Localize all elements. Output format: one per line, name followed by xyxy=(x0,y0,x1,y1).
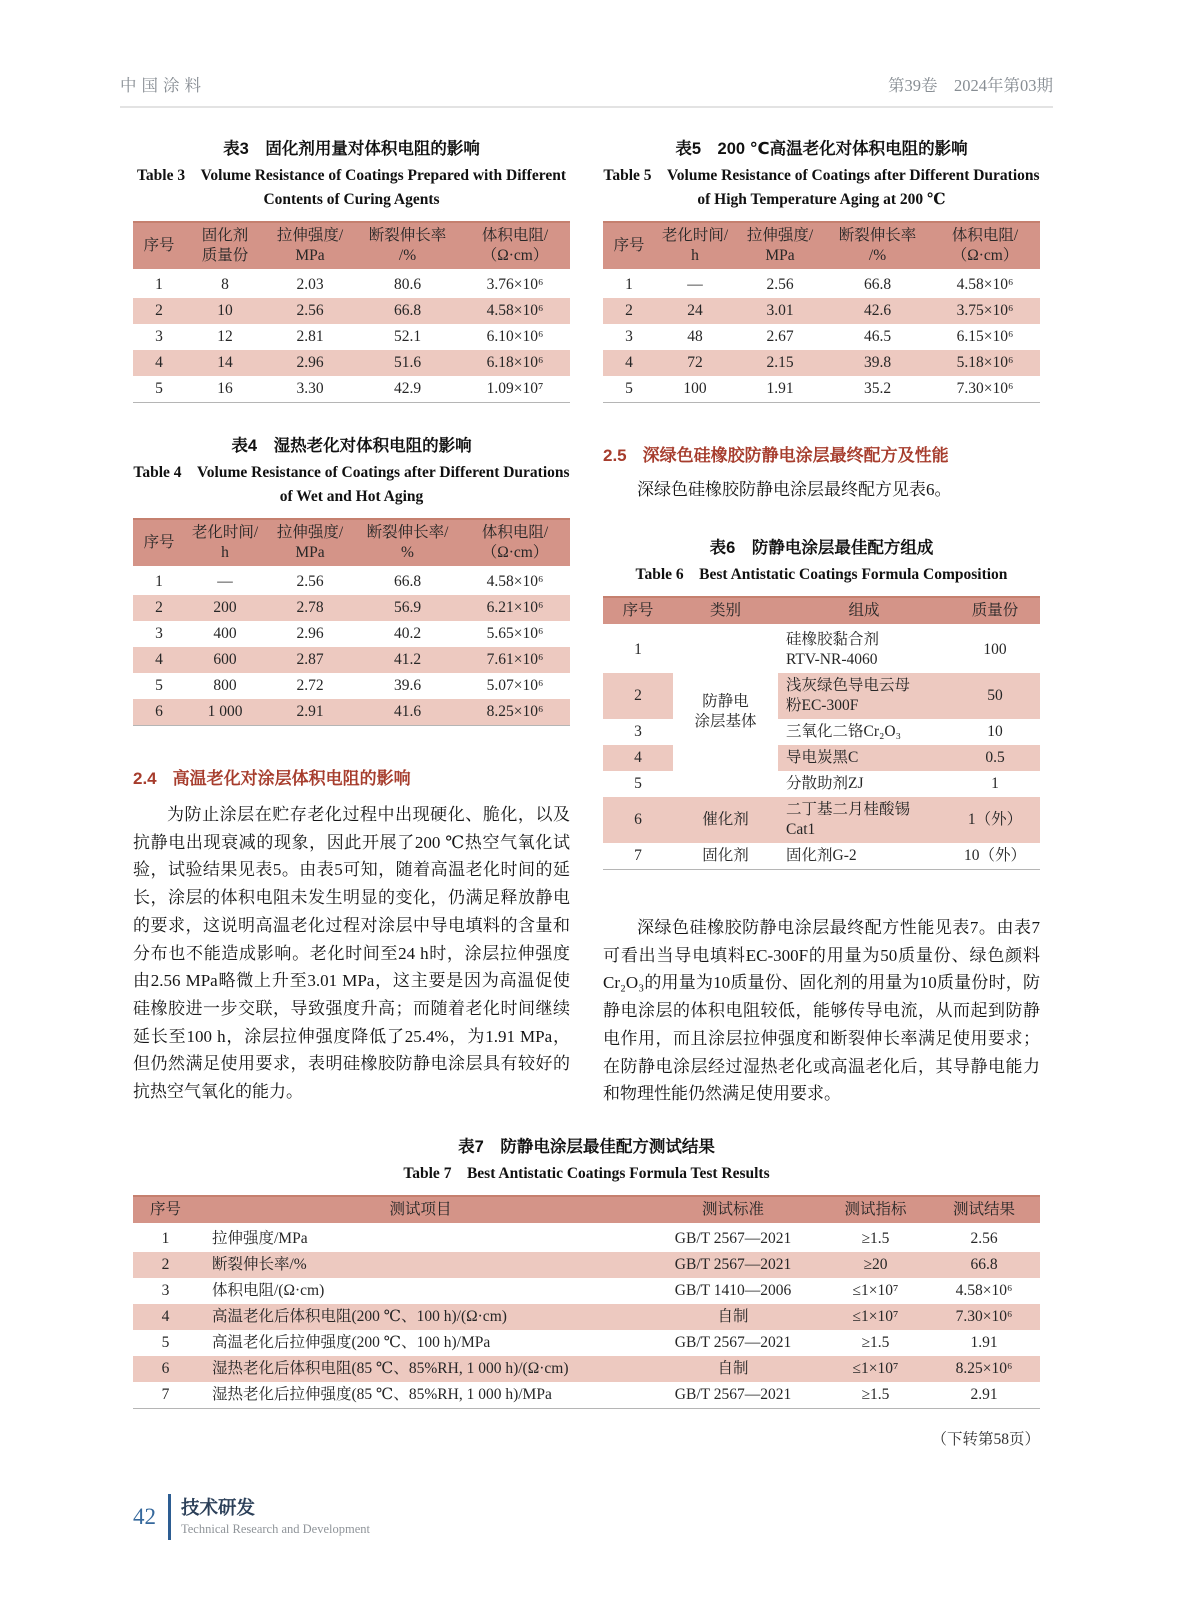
footer-section-en: Technical Research and Development xyxy=(181,1522,370,1536)
right-column xyxy=(603,136,1040,1108)
table-cell: 5 xyxy=(155,677,163,694)
table7-caption-en: Table 7 Best Antistatic Coatings Formula Test Results xyxy=(403,1164,770,1182)
table-cell: 防静电 涂层基体 xyxy=(694,693,757,730)
table-cell: 1 xyxy=(625,276,633,293)
table-cell: 4 xyxy=(603,350,655,376)
table-cell: 4.58×10⁶ xyxy=(486,573,544,590)
journal-title: 中国涂料 xyxy=(120,76,206,95)
table-cell: 5 xyxy=(625,380,633,397)
table-cell: 5 xyxy=(634,775,642,792)
table-cell: 2.91 xyxy=(265,699,355,726)
column-header: 体积电阻/ （Ω·cm） xyxy=(460,222,570,271)
table-row xyxy=(133,271,570,299)
table-cell: 2.56 xyxy=(296,573,324,590)
table6-block xyxy=(603,535,1040,870)
section-title: 深绿色硅橡胶防静电涂层最终配方及性能 xyxy=(642,446,949,465)
column-header: 拉伸强度/ MPa xyxy=(265,519,355,568)
table-cell: GB/T 2567—2021 xyxy=(643,1252,823,1278)
table-cell: 3 xyxy=(634,723,642,740)
table6-caption-en: Table 6 Best Antistatic Coatings Formula Composition xyxy=(635,566,1008,583)
table-row xyxy=(603,376,1040,403)
table-cell: 66.8 xyxy=(928,1252,1040,1278)
column-header: 拉伸强度/ MPa xyxy=(265,222,355,271)
table-cell: 4.58×10⁶ xyxy=(955,1281,1013,1299)
table-cell: 2 xyxy=(133,298,185,324)
table-cell: GB/T 2567—2021 xyxy=(674,1385,792,1403)
table-cell: 浅灰绿色导电云母 粉EC-300F xyxy=(778,673,950,719)
table-cell: 拉伸强度/MPa xyxy=(212,1229,308,1247)
table-cell: 66.8 xyxy=(863,276,892,293)
table-cell: 3.01 xyxy=(735,298,825,324)
header-row xyxy=(133,519,570,568)
table-cell: 8 xyxy=(221,276,229,293)
table-row xyxy=(133,350,570,376)
table-row xyxy=(133,673,570,699)
table-cell: 2.03 xyxy=(296,276,324,293)
page-header xyxy=(120,72,1053,108)
table-cell: 6.18×10⁶ xyxy=(460,350,570,376)
table-cell: 14 xyxy=(185,350,265,376)
table-cell: 2 xyxy=(133,595,185,621)
table-row xyxy=(603,719,1040,745)
table5-block xyxy=(603,136,1040,403)
column-header: 断裂伸长率 /% xyxy=(355,222,460,271)
table-cell: 3 xyxy=(625,328,633,345)
table7-block xyxy=(133,1134,1040,1409)
table-cell: ≥1.5 xyxy=(861,1333,890,1351)
footer-section-cn: 技术研发 xyxy=(181,1497,256,1518)
column-header: 质量份 xyxy=(950,597,1040,626)
table4-block xyxy=(133,433,570,726)
column-header: 固化剂 质量份 xyxy=(185,222,265,271)
column-header: 测试指标 xyxy=(823,1196,928,1225)
table-cell: 1.91 xyxy=(970,1333,998,1351)
table-cell: 6.21×10⁶ xyxy=(460,595,570,621)
table-row xyxy=(133,1330,1040,1356)
table-row xyxy=(133,699,570,726)
table-row xyxy=(603,298,1040,324)
section-2-5-paragraph: 深绿色硅橡胶防静电涂层最终配方性能见表7。由表7可看出当导电填料EC-300F的用量为50质量份、绿色颜料Cr₂O₃的用量为10质量份、固化剂的用量为10质量份时，防静电涂层的体积电阻较低，能够传导电流，从而起到防静电作用，而且涂层拉伸强度和断裂伸长率满足使用要求；在防静电涂层经过湿热老化或高温老化后，其导静电能力和物理性能仍然满足使用要求。 xyxy=(603,918,1040,1104)
page-footer xyxy=(133,1494,370,1540)
table-cell: 2.67 xyxy=(766,328,794,345)
table-cell: 1 xyxy=(155,573,163,590)
table-cell: 4 xyxy=(133,647,185,673)
table-cell: 41.2 xyxy=(355,647,460,673)
table-cell: 16 xyxy=(217,380,233,397)
table7-caption-cn: 表7 防静电涂层最佳配方测试结果 xyxy=(458,1137,715,1156)
column-header: 测试标准 xyxy=(643,1196,823,1225)
section-2-5-heading xyxy=(603,443,1040,469)
table-cell: 10 xyxy=(185,298,265,324)
table-cell: 1（外） xyxy=(950,797,1040,843)
table-cell: ≤1×10⁷ xyxy=(823,1356,928,1382)
column-header: 断裂伸长率/ % xyxy=(355,519,460,568)
table-cell: 200 xyxy=(185,595,265,621)
table-cell: 2.15 xyxy=(735,350,825,376)
page-number: 42 xyxy=(133,1504,156,1529)
table-cell: 7 xyxy=(161,1385,170,1403)
section-number: 2.5 xyxy=(603,446,627,465)
table-cell: 断裂伸长率/% xyxy=(198,1252,643,1278)
table-cell: 46.5 xyxy=(863,328,892,345)
table-cell: 100 xyxy=(683,380,707,397)
table-cell: 5 xyxy=(161,1333,170,1351)
table-4 xyxy=(133,518,570,726)
table-cell: 8.25×10⁶ xyxy=(460,699,570,726)
table-row xyxy=(133,324,570,350)
table6-caption-cn: 表6 防静电涂层最佳配方组成 xyxy=(709,539,934,557)
table-cell: 1 xyxy=(634,641,642,658)
table-cell: 41.6 xyxy=(355,699,460,726)
table-cell: 6.15×10⁶ xyxy=(956,328,1014,345)
table-cell: 56.9 xyxy=(355,595,460,621)
table-cell: 24 xyxy=(655,298,735,324)
table-row xyxy=(603,673,1040,719)
table-cell: 600 xyxy=(185,647,265,673)
table-cell: 5.65×10⁶ xyxy=(486,625,544,642)
table-cell: 2.56 xyxy=(766,276,794,293)
table-cell: 2.56 xyxy=(970,1229,998,1247)
table-cell: 1 xyxy=(155,276,163,293)
column-header: 序号 xyxy=(133,519,185,568)
table-cell: 50 xyxy=(950,673,1040,719)
footer-divider-bar xyxy=(168,1494,171,1540)
table-cell: 2 xyxy=(603,298,655,324)
table-row xyxy=(133,621,570,647)
table-cell: 42.6 xyxy=(825,298,930,324)
table-cell: 51.6 xyxy=(355,350,460,376)
table-cell: 40.2 xyxy=(393,625,422,642)
table-cell: 400 xyxy=(213,625,237,642)
column-header: 类别 xyxy=(673,597,778,626)
table-cell: GB/T 2567—2021 xyxy=(674,1333,792,1351)
table-row xyxy=(603,626,1040,674)
table-cell: — xyxy=(687,276,703,293)
left-column xyxy=(133,136,570,1108)
table-row xyxy=(133,595,570,621)
table-row xyxy=(133,1252,1040,1278)
table-cell: 分散助剂ZJ xyxy=(786,775,864,792)
column-header: 序号 xyxy=(133,1196,198,1225)
table-cell: 800 xyxy=(213,677,237,694)
table-cell: 66.8 xyxy=(355,298,460,324)
issue-info: 第39卷 2024年第03期 xyxy=(888,76,1053,95)
table-cell: 高温老化后体积电阻(200 ℃、100 h)/(Ω·cm) xyxy=(198,1304,643,1330)
column-header: 断裂伸长率 /% xyxy=(825,222,930,271)
table-cell: 8.25×10⁶ xyxy=(928,1356,1040,1382)
table-cell: 体积电阻/(Ω·cm) xyxy=(212,1281,325,1299)
table-cell: 催化剂 xyxy=(673,797,778,843)
table-row xyxy=(133,298,570,324)
table3-caption-cn: 表3 固化剂用量对体积电阻的影响 xyxy=(223,140,480,158)
footer-section xyxy=(181,1497,370,1537)
table-cell: 2.91 xyxy=(970,1385,998,1403)
table-cell: 1.09×10⁷ xyxy=(486,380,544,397)
table-3 xyxy=(133,221,570,403)
table-row xyxy=(603,271,1040,299)
table-cell: 4 xyxy=(133,1304,198,1330)
column-header: 体积电阻/ （Ω·cm） xyxy=(460,519,570,568)
table-cell: 6.10×10⁶ xyxy=(486,328,544,345)
table-row xyxy=(603,771,1040,797)
table-cell: 7.61×10⁶ xyxy=(460,647,570,673)
table-cell: 1 000 xyxy=(185,699,265,726)
table-cell: 固化剂G-2 xyxy=(786,847,857,864)
two-column-layout xyxy=(133,136,1040,1108)
table-cell: 35.2 xyxy=(863,380,892,397)
table-cell: 2.72 xyxy=(296,677,324,694)
table-cell: GB/T 2567—2021 xyxy=(674,1229,792,1247)
column-header: 序号 xyxy=(133,222,185,271)
table-row xyxy=(133,647,570,673)
table-cell: 1.91 xyxy=(766,380,794,397)
column-header: 组成 xyxy=(778,597,950,626)
table-row xyxy=(133,568,570,596)
table4-caption-en: Table 4 Volume Resistance of Coatings after Different Durations of Wet and Hot Aging xyxy=(133,464,570,505)
section-2-4-heading xyxy=(133,766,570,792)
table-cell: 6 xyxy=(133,1356,198,1382)
table-cell: 3 xyxy=(161,1281,170,1299)
table-cell: 2 xyxy=(603,673,673,719)
table-cell: GB/T 1410—2006 xyxy=(674,1281,792,1299)
table-cell: 66.8 xyxy=(393,573,422,590)
table-cell: 42.9 xyxy=(393,380,422,397)
table-cell: 2 xyxy=(133,1252,198,1278)
column-header: 测试结果 xyxy=(928,1196,1040,1225)
table-cell: 2.56 xyxy=(265,298,355,324)
column-header: 体积电阻/ （Ω·cm） xyxy=(930,222,1040,271)
table-row xyxy=(133,1278,1040,1304)
section-number: 2.4 xyxy=(133,769,157,788)
table-cell: 3 xyxy=(155,625,163,642)
table-row xyxy=(603,324,1040,350)
table-cell: 7.30×10⁶ xyxy=(928,1304,1040,1330)
table-row xyxy=(603,797,1040,843)
column-header: 拉伸强度/ MPa xyxy=(735,222,825,271)
table-cell: 3.76×10⁶ xyxy=(486,276,544,293)
table-cell: 3.30 xyxy=(296,380,324,397)
table-cell: 湿热老化后拉伸强度(85 ℃、85%RH, 1 000 h)/MPa xyxy=(212,1385,552,1403)
table-cell: 4 xyxy=(133,350,185,376)
table-cell: 自制 xyxy=(643,1356,823,1382)
table-row xyxy=(133,1304,1040,1330)
table-5 xyxy=(603,221,1040,403)
table-cell: 固化剂 xyxy=(702,847,749,864)
table-cell: 7 xyxy=(634,847,642,864)
table-cell: 3 xyxy=(155,328,163,345)
table-cell: 3.75×10⁶ xyxy=(930,298,1040,324)
table-cell: 2.96 xyxy=(265,350,355,376)
section-2-5-intro: 深绿色硅橡胶防静电涂层最终配方见表6。 xyxy=(637,480,952,499)
header-row xyxy=(603,597,1040,626)
table-cell: 6 xyxy=(133,699,185,726)
table-row xyxy=(133,1224,1040,1252)
table-cell: 6 xyxy=(603,797,673,843)
table-cell: 4.58×10⁶ xyxy=(460,298,570,324)
table-cell: ≥1.5 xyxy=(861,1385,890,1403)
continuation-note: （下转第58页） xyxy=(931,1430,1040,1448)
table-cell: ≤1×10⁷ xyxy=(823,1304,928,1330)
table-cell: 80.6 xyxy=(393,276,422,293)
table-cell: 72 xyxy=(655,350,735,376)
section-title: 高温老化对涂层体积电阻的影响 xyxy=(172,769,411,788)
table-7 xyxy=(133,1195,1040,1409)
table-cell: 1 xyxy=(991,775,999,792)
table-cell: 5.18×10⁶ xyxy=(930,350,1040,376)
table-row xyxy=(603,350,1040,376)
column-header: 序号 xyxy=(603,597,673,626)
table-cell: 39.6 xyxy=(393,677,422,694)
table5-caption-cn: 表5 200 ℃高温老化对体积电阻的影响 xyxy=(675,140,968,158)
table3-block xyxy=(133,136,570,403)
table-cell: 0.5 xyxy=(950,745,1040,771)
table-cell: 2.81 xyxy=(296,328,324,345)
table-cell: 导电炭黑C xyxy=(778,745,950,771)
table-cell: 2.78 xyxy=(265,595,355,621)
column-header: 老化时间/ h xyxy=(655,222,735,271)
table-cell: 10（外） xyxy=(963,847,1026,864)
table-cell: 5.07×10⁶ xyxy=(486,677,544,694)
table-cell: 硅橡胶黏合剂 RTV-NR-4060 xyxy=(786,631,880,668)
table-cell: 39.8 xyxy=(825,350,930,376)
table-6 xyxy=(603,596,1040,870)
table-cell: 10 xyxy=(987,723,1003,740)
table-cell: 二丁基二月桂酸锡 Cat1 xyxy=(778,797,950,843)
table4-caption-cn: 表4 湿热老化对体积电阻的影响 xyxy=(231,437,472,455)
table-row xyxy=(133,1382,1040,1409)
table-cell: ≤1×10⁷ xyxy=(852,1281,899,1299)
table5-caption-en: Table 5 Volume Resistance of Coatings after Different Durations of High Temperature Aging at 200 ℃ xyxy=(603,167,1040,208)
table-cell: 5 xyxy=(155,380,163,397)
table-cell: 12 xyxy=(217,328,233,345)
table-cell: 高温老化后拉伸强度(200 ℃、100 h)/MPa xyxy=(212,1333,491,1351)
table-cell: 48 xyxy=(687,328,703,345)
column-header: 老化时间/ h xyxy=(185,519,265,568)
table-row xyxy=(133,376,570,403)
table-cell: 三氧化二铬Cr₂O₃ xyxy=(786,723,902,740)
table-cell: 自制 xyxy=(643,1304,823,1330)
table-cell: ≥20 xyxy=(823,1252,928,1278)
header-row xyxy=(133,1196,1040,1225)
table-cell: 2.87 xyxy=(265,647,355,673)
column-header: 序号 xyxy=(603,222,655,271)
table-cell: — xyxy=(217,573,233,590)
header-row xyxy=(603,222,1040,271)
table-row xyxy=(603,745,1040,771)
table-cell: 2.96 xyxy=(296,625,324,642)
table-cell: 4 xyxy=(603,745,673,771)
table-cell: 湿热老化后体积电阻(85 ℃、85%RH, 1 000 h)/(Ω·cm) xyxy=(198,1356,643,1382)
section-2-4-paragraph: 为防止涂层在贮存老化过程中出现硬化、脆化，以及抗静电出现衰减的现象，因此开展了200 ℃热空气氧化试验，试验结果见表5。由表5可知，随着高温老化时间的延长，涂层的体积电阻未发生明显的变化，仍满足释放静电的要求，这说明高温老化过程对涂层中导电填料的含量和分布也不能造成影响。老化时间至24 h时，涂层拉伸强度由2.56 MPa略微上升至3.01 MPa，这主要是因为高温促使硅橡胶进一步交联，导致强度升高；而随着老化时间继续延长至100 h，涂层拉伸强度降低了25.4%，为1.91 MPa，但仍然满足使用要求，表明硅橡胶防静电涂层具有较好的抗热空气氧化的能力。 xyxy=(133,805,570,1102)
column-header: 测试项目 xyxy=(198,1196,643,1225)
table-cell: 7.30×10⁶ xyxy=(956,380,1014,397)
table-cell: 52.1 xyxy=(393,328,422,345)
table-row xyxy=(133,1356,1040,1382)
table3-caption-en: Table 3 Volume Resistance of Coatings Prepared with Different Contents of Curing Agents xyxy=(137,167,566,208)
table-cell: 4.58×10⁶ xyxy=(956,276,1014,293)
table-cell: 1 xyxy=(161,1229,170,1247)
table-cell: ≥1.5 xyxy=(861,1229,890,1247)
table-cell: 100 xyxy=(983,641,1007,658)
table-row xyxy=(603,843,1040,870)
main-content xyxy=(133,136,1040,1449)
header-row xyxy=(133,222,570,271)
